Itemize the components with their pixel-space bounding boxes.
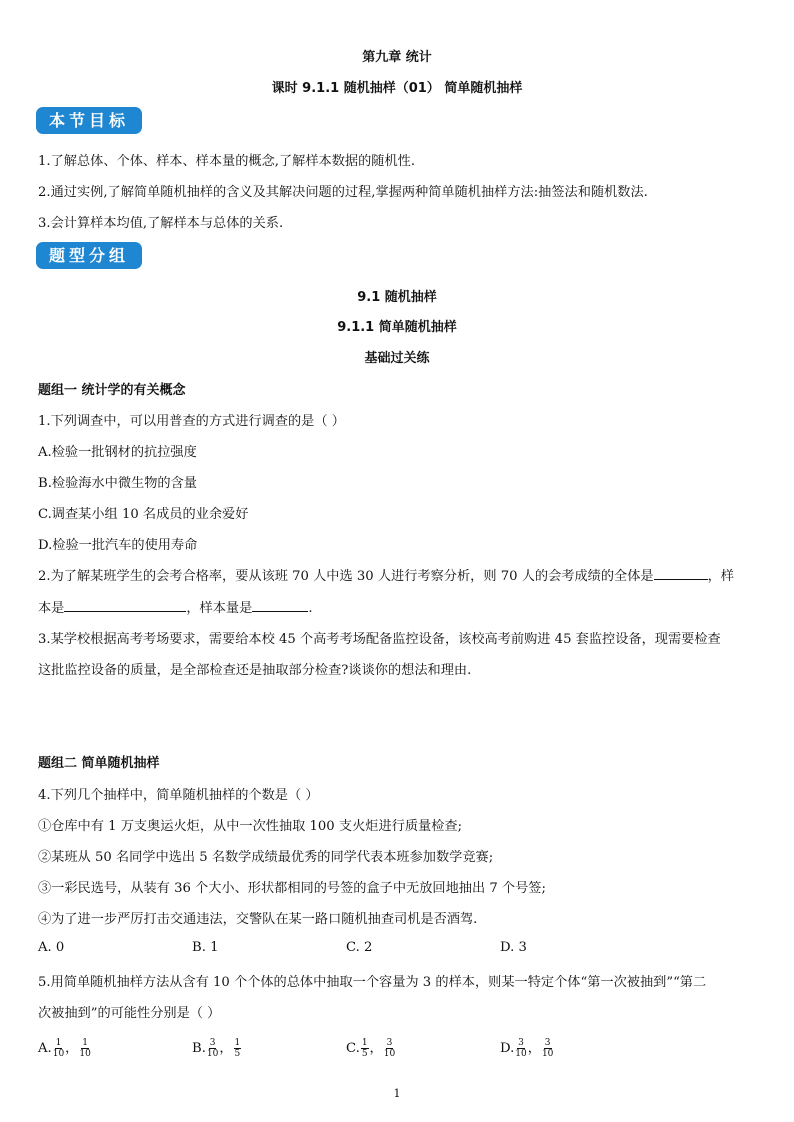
section-subtitle: 9.1.1 简单随机抽样 xyxy=(337,320,457,335)
q5-b-fraction-2: $\frac{1}{5}$ xyxy=(234,1038,241,1059)
q5-line-1: 5.用简单随机抽样方法从含有 10 个个体的总体中抽取一个容量为 3 的样本，则某一特定个体“第一次被抽到”“第二 xyxy=(38,975,707,990)
q5-option-b: B. $\frac{3}{10}$ ， $\frac{1}{5}$ xyxy=(192,1038,241,1059)
q2-text-4: ，样本量是 xyxy=(186,601,253,616)
q3-line-1: 3.某学校根据高考考场要求，需要给本校 45 个高考考场配备监控设备，该校高考前购进 45 套监控设备，现需要检查 xyxy=(38,632,721,647)
q5-d-fraction-2: $\frac{3}{10}$ xyxy=(541,1038,554,1059)
q5-c-fraction-1: $\frac{1}{5}$ xyxy=(361,1038,368,1059)
q2-blank-population[interactable] xyxy=(654,566,708,580)
q4-stem: 4.下列几个抽样中，简单随机抽样的个数是（ ） xyxy=(38,788,319,803)
group1-title: 题组一 统计学的有关概念 xyxy=(38,383,186,398)
q1-option-a: A.检验一批钢材的抗拉强度 xyxy=(38,445,197,460)
q4-item-1: ①仓库中有 1 万支奥运火炬，从中一次性抽取 100 支火炬进行质量检查; xyxy=(38,819,463,834)
section-title: 9.1 随机抽样 xyxy=(357,290,437,305)
q5-option-c-label: C. xyxy=(346,1041,360,1056)
q4-option-a: A. 0 xyxy=(38,940,65,955)
goals-banner: 本节目标 xyxy=(36,107,142,134)
groups-banner: 题型分组 xyxy=(36,242,142,269)
q2-blank-sample-size[interactable] xyxy=(252,598,308,612)
q1-option-b: B.检验海水中微生物的含量 xyxy=(38,476,197,491)
q2-text-1: 2.为了解某班学生的会考合格率，要从该班 70 人中选 30 人进行考察分析，则 70 人的会考成绩的全体是 xyxy=(38,569,654,584)
q2-text-3: 本是 xyxy=(38,601,65,616)
practice-heading: 基础过关练 xyxy=(364,351,430,366)
q4-item-3: ③一彩民选号，从装有 36 个大小、形状都相同的号签的盒子中无放回地抽出 7 个号签; xyxy=(38,881,546,896)
q3-line-2: 这批监控设备的质量，是全部检查还是抽取部分检查?谈谈你的想法和理由. xyxy=(38,663,472,678)
q5-d-fraction-1: $\frac{3}{10}$ xyxy=(515,1038,527,1059)
q5-option-a: A. $\frac{1}{10}$ ， $\frac{1}{10}$ xyxy=(38,1038,91,1059)
q5-option-d: D. $\frac{3}{10}$ ， $\frac{3}{10}$ xyxy=(500,1038,554,1059)
q2-text-2: ，样 xyxy=(707,569,734,584)
lesson-title: 课时 9.1.1 随机抽样（01） 简单随机抽样 xyxy=(271,81,523,96)
q1-option-c: C.调查某小组 10 名成员的业余爱好 xyxy=(38,507,249,522)
q1-option-d: D.检验一批汽车的使用寿命 xyxy=(38,538,198,553)
q4-option-d: D. 3 xyxy=(500,940,527,955)
q4-item-4: ④为了进一步严厉打击交通违法，交警队在某一路口随机抽查司机是否酒驾. xyxy=(38,912,478,927)
q5-option-d-label: D. xyxy=(500,1041,515,1056)
q2-line-2 xyxy=(38,597,313,616)
group2-title: 题组二 简单随机抽样 xyxy=(38,756,160,771)
goal-1: 1.了解总体、个体、样本、样本量的概念,了解样本数据的随机性. xyxy=(38,154,416,169)
q5-option-a-label: A. xyxy=(38,1041,52,1056)
q5-line-2: 次被抽到”的可能性分别是（ ） xyxy=(38,1006,221,1021)
q4-option-b: B. 1 xyxy=(192,940,219,955)
q4-item-2: ②某班从 50 名同学中选出 5 名数学成绩最优秀的同学代表本班参加数学竞赛; xyxy=(38,850,494,865)
q5-option-c: C. $\frac{1}{5}$ ， $\frac{3}{10}$ xyxy=(346,1038,396,1059)
q2-blank-sample[interactable] xyxy=(64,598,186,612)
q5-b-fraction-1: $\frac{3}{10}$ xyxy=(206,1038,219,1059)
q5-a-fraction-2: $\frac{1}{10}$ xyxy=(79,1038,91,1059)
q2-line-1 xyxy=(38,565,734,584)
q5-option-b-label: B. xyxy=(192,1041,206,1056)
q1-stem: 1.下列调查中，可以用普查的方式进行调查的是（ ） xyxy=(38,414,345,429)
q2-text-5: . xyxy=(308,601,313,616)
q4-option-c: C. 2 xyxy=(346,940,373,955)
q5-c-fraction-2: $\frac{3}{10}$ xyxy=(383,1038,396,1059)
goal-3: 3.会计算样本均值,了解样本与总体的关系. xyxy=(38,216,284,231)
page-number: 1 xyxy=(393,1087,401,1100)
chapter-title: 第九章 统计 xyxy=(362,50,432,65)
q5-a-fraction-1: $\frac{1}{10}$ xyxy=(52,1038,65,1059)
goal-2: 2.通过实例,了解简单随机抽样的含义及其解决问题的过程,掌握两种简单随机抽样方法:抽签法和随机数法. xyxy=(38,185,648,200)
